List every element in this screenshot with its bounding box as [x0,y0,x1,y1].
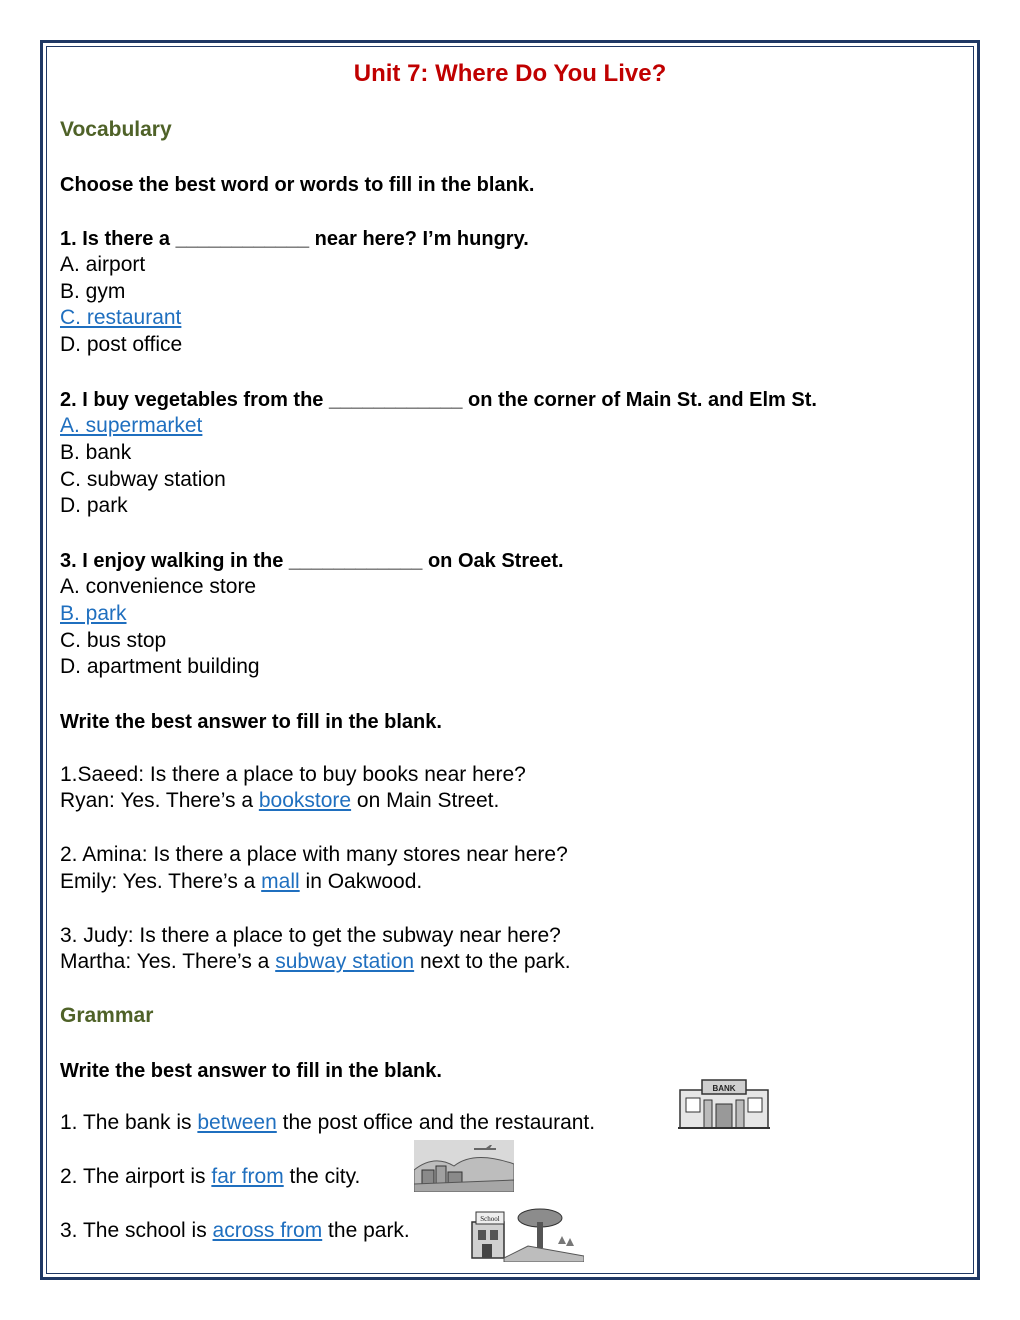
question-1-option-b: B. gym [60,280,126,303]
answer-link[interactable]: mall [261,870,300,893]
page-title: Unit 7: Where Do You Live? [353,60,667,87]
bank-sign: BANK [712,1084,736,1093]
dialogue-instruction: Write the best answer to fill in the blank. [60,711,442,733]
question-2-option-b: B. bank [60,441,132,464]
dialogue-1-question: 1.Saeed: Is there a place to buy books near here? [60,763,526,786]
question-3-option-b-answer [60,601,127,627]
answer-link[interactable]: across from [212,1219,323,1242]
question-1-stem: 1. Is there a ____________ near here? I’m hungry. [60,228,529,250]
grammar-item-1: 1. The bank is between the post office and the restaurant. [60,1111,596,1134]
answer-link[interactable]: between [197,1111,277,1134]
question-3-option-a: A. convenience store [60,575,257,598]
school-sign: School [480,1215,500,1223]
question-1-option-a: A. airport [60,253,146,276]
answer-link[interactable]: bookstore [258,789,352,812]
grammar-instruction: Write the best answer to fill in the blank. [60,1060,442,1082]
bank-building-icon [678,1076,770,1130]
school-park-icon [468,1206,584,1262]
dialogue-3-answer-line: Martha: Yes. There’s a subway station next to the park. [60,950,571,973]
question-3-option-c: C. bus stop [60,629,167,652]
question-3-option-d: D. apartment building [60,655,260,678]
question-2-option-a-answer [60,413,202,439]
dialogue-1-answer-line: Ryan: Yes. There’s a bookstore on Main Street. [60,789,500,812]
grammar-heading: Grammar [60,1004,154,1027]
answer-link[interactable]: C. restaurant [60,306,182,329]
vocabulary-heading: Vocabulary [60,118,172,141]
grammar-item-3: 3. The school is across from the park. [60,1219,410,1242]
answer-link[interactable]: subway station [275,950,415,973]
grammar-item-2: 2. The airport is far from the city. [60,1165,361,1188]
question-3-stem: 3. I enjoy walking in the ____________ on Oak Street. [60,550,564,572]
answer-link[interactable]: A. supermarket [60,414,203,437]
answer-link[interactable]: far from [211,1165,284,1188]
dialogue-2-question: 2. Amina: Is there a place with many stores near here? [60,843,568,866]
answer-link[interactable]: B. park [60,602,127,625]
city-landscape-icon [414,1140,514,1192]
question-2-stem: 2. I buy vegetables from the ____________ on the corner of Main St. and Elm St. [60,389,817,411]
question-1-option-c-answer [60,305,181,331]
dialogue-3-question: 3. Judy: Is there a place to get the subway near here? [60,924,561,947]
question-1-option-d: D. post office [60,333,183,356]
dialogue-2-answer-line: Emily: Yes. There’s a mall in Oakwood. [60,870,423,893]
question-2-option-d: D. park [60,494,128,517]
question-2-option-c: C. subway station [60,468,226,491]
vocabulary-instruction: Choose the best word or words to fill in the blank. [60,174,535,196]
